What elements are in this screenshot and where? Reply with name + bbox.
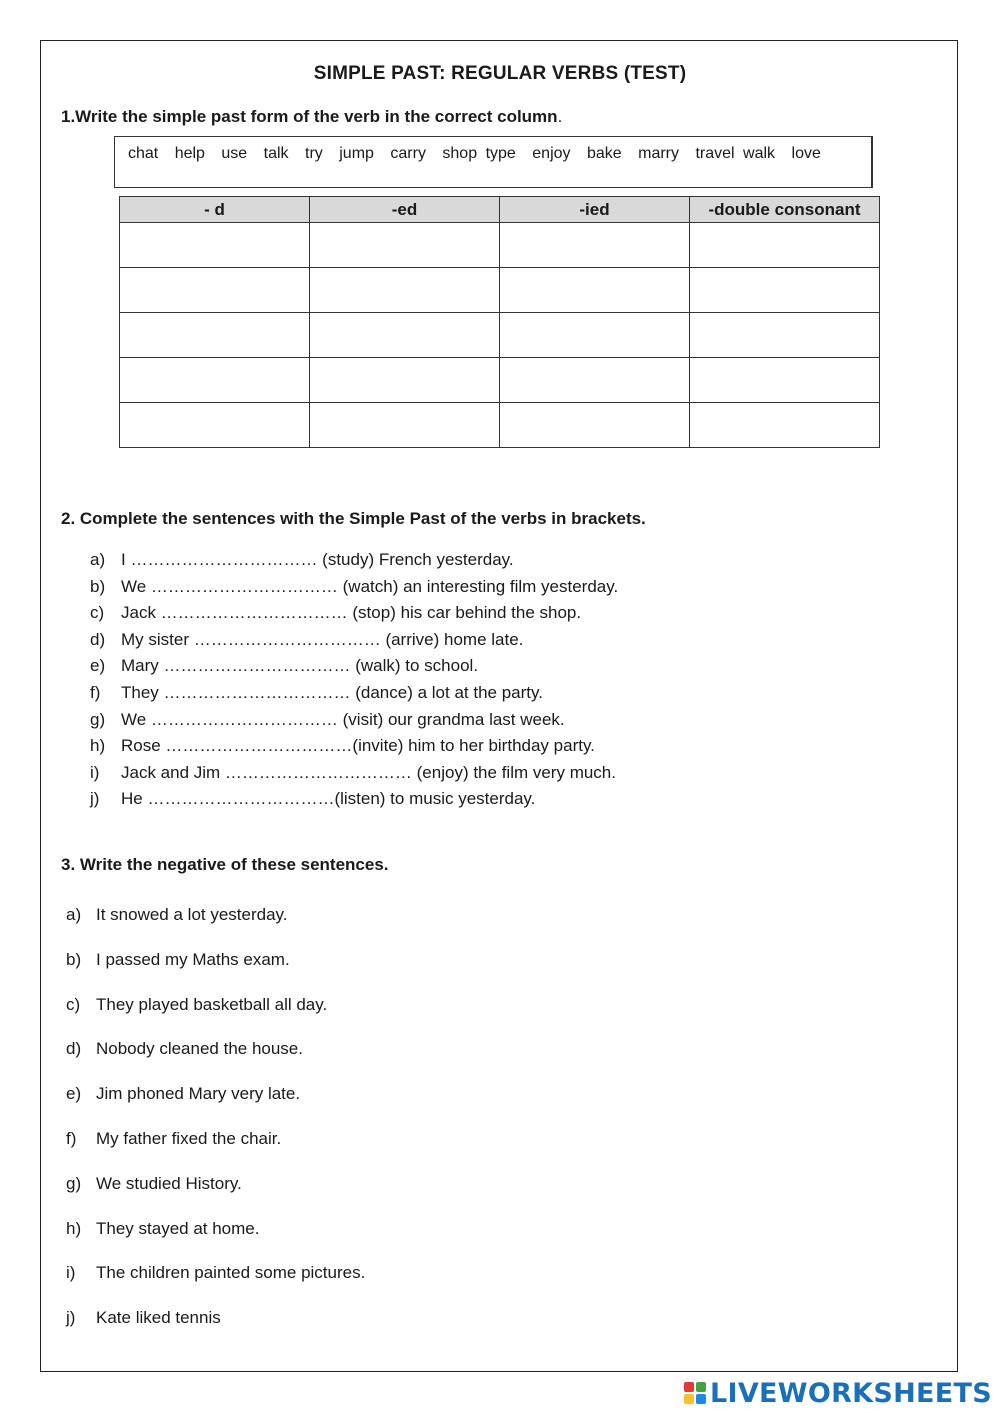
list-item: [90, 708, 618, 735]
answer-cell[interactable]: [690, 268, 880, 313]
column-header-ied: -ied: [500, 197, 690, 223]
item-label: f): [66, 1128, 77, 1148]
item-text: Mary …………………………… (walk) to school.: [121, 656, 479, 676]
item-text: We …………………………… (watch) an interesting film yesterday.: [121, 576, 619, 596]
column-header-double-consonant: -double consonant: [690, 197, 880, 223]
word-bank-word: travel: [695, 145, 735, 162]
item-text: They …………………………… (dance) a lot at the party.: [121, 682, 543, 702]
answer-cell[interactable]: [500, 268, 690, 313]
item-label: b): [66, 949, 82, 969]
answer-cell[interactable]: [120, 313, 310, 358]
word-bank-word: type: [485, 145, 516, 162]
answer-cell[interactable]: [310, 313, 500, 358]
item-text: They stayed at home.: [96, 1218, 260, 1238]
table-row: [120, 358, 880, 403]
answer-cell[interactable]: [690, 313, 880, 358]
item-label: a): [90, 550, 106, 569]
word-bank-word: use: [221, 145, 248, 162]
item-text: Jim phoned Mary very late.: [96, 1084, 301, 1104]
item-text: They played basketball all day.: [96, 994, 328, 1014]
list-item: [90, 548, 618, 575]
logo-square: [684, 1394, 694, 1404]
column-header-ed: -ed: [310, 197, 500, 223]
answer-cell[interactable]: [310, 223, 500, 268]
answer-cell[interactable]: [120, 268, 310, 313]
item-text: He ……………………………(listen) to music yesterday.: [121, 789, 536, 809]
item-label: b): [90, 576, 106, 596]
list-item: [66, 1127, 365, 1172]
logo-square: [684, 1382, 694, 1392]
item-label: c): [66, 994, 81, 1014]
list-item: [66, 1172, 365, 1217]
column-header-d: - d: [120, 197, 310, 223]
answer-cell[interactable]: [500, 313, 690, 358]
word-bank-word: love: [791, 145, 821, 162]
list-item: [66, 1217, 365, 1262]
word-bank-word: try: [305, 145, 323, 162]
page-title: SIMPLE PAST: REGULAR VERBS (TEST): [313, 63, 687, 84]
list-item: [90, 681, 618, 708]
item-label: h): [66, 1218, 82, 1238]
item-text: My sister …………………………… (arrive) home late.: [121, 629, 524, 649]
word-bank-word: shop: [442, 145, 478, 162]
item-label: d): [66, 1039, 82, 1059]
section-1-heading-text: 1.Write the simple past form of the verb in the correct column: [61, 107, 558, 126]
item-text: We studied History.: [96, 1173, 242, 1193]
answer-cell[interactable]: [310, 403, 500, 448]
answer-cell[interactable]: [690, 358, 880, 403]
item-label: e): [66, 1084, 82, 1104]
answer-cell[interactable]: [690, 223, 880, 268]
word-bank-word: jump: [339, 145, 374, 162]
item-text: I passed my Maths exam.: [96, 949, 290, 969]
logo-square: [696, 1394, 706, 1404]
table-row: [120, 403, 880, 448]
item-label: c): [90, 603, 105, 623]
item-label: d): [90, 629, 106, 649]
word-bank-word: talk: [263, 145, 289, 162]
list-item: [66, 1306, 365, 1351]
answer-cell[interactable]: [500, 358, 690, 403]
item-label: f): [90, 682, 101, 702]
logo-mark-icon: [684, 1382, 706, 1404]
list-item: [90, 761, 618, 788]
item-label: g): [90, 709, 106, 729]
list-item: [66, 993, 365, 1038]
answer-cell[interactable]: [120, 403, 310, 448]
item-label: i): [66, 1263, 76, 1283]
item-label: a): [66, 905, 82, 924]
item-text: Kate liked tennis: [96, 1308, 221, 1328]
word-bank-word: chat: [128, 145, 159, 162]
table-row: [120, 313, 880, 358]
word-bank-word: bake: [586, 145, 622, 162]
section-1-heading-period: .: [557, 107, 563, 126]
word-bank: [114, 136, 873, 188]
section-3-heading: 3. Write the negative of these sentences.: [61, 855, 389, 874]
list-item: [90, 734, 618, 761]
list-item: [66, 948, 365, 993]
item-text: We …………………………… (visit) our grandma last week.: [121, 709, 565, 729]
item-label: h): [90, 736, 106, 756]
answer-cell[interactable]: [120, 358, 310, 403]
section-1-heading: [61, 107, 562, 127]
item-label: i): [90, 762, 100, 782]
table-row: [120, 223, 880, 268]
word-bank-word: help: [174, 145, 205, 162]
item-label: j): [90, 789, 100, 809]
item-text: Nobody cleaned the house.: [96, 1039, 303, 1059]
list-item: [66, 1037, 365, 1082]
liveworksheets-logo[interactable]: [684, 1377, 992, 1409]
list-item: [66, 1082, 365, 1127]
answer-cell[interactable]: [690, 403, 880, 448]
list-item: [90, 654, 618, 681]
list-item: [90, 601, 618, 628]
word-bank-word: carry: [390, 145, 426, 162]
item-text: Rose ……………………………(invite) him to her birthday party.: [121, 736, 595, 756]
logo-text: LIVEWORKSHEETS: [709, 1377, 992, 1409]
answer-cell[interactable]: [500, 223, 690, 268]
item-text: Jack and Jim …………………………… (enjoy) the film very much.: [121, 762, 616, 782]
answer-cell[interactable]: [310, 358, 500, 403]
fill-in-list: [90, 548, 618, 814]
word-bank-word: enjoy: [532, 145, 571, 162]
item-text: It snowed a lot yesterday.: [96, 905, 288, 924]
item-label: j): [66, 1308, 76, 1328]
word-bank-word: walk: [743, 145, 776, 162]
negative-sentences-list: [66, 903, 365, 1351]
section-2-heading: 2. Complete the sentences with the Simple Past of the verbs in brackets.: [61, 509, 646, 528]
item-text: My father fixed the chair.: [96, 1128, 282, 1148]
answer-cell[interactable]: [500, 403, 690, 448]
item-text: Jack …………………………… (stop) his car behind the shop.: [121, 603, 582, 623]
item-label: g): [66, 1173, 82, 1193]
verb-table-header-row: [120, 197, 880, 223]
list-item: [66, 1261, 365, 1306]
word-bank-word: marry: [638, 145, 680, 162]
item-label: e): [90, 656, 106, 676]
item-text: I …………………………… (study) French yesterday.: [121, 550, 514, 569]
list-item: [90, 787, 618, 814]
verb-table: [119, 196, 880, 448]
answer-cell[interactable]: [310, 268, 500, 313]
item-text: The children painted some pictures.: [96, 1263, 366, 1283]
list-item: [90, 575, 618, 602]
table-row: [120, 268, 880, 313]
list-item: [66, 903, 365, 948]
logo-square: [696, 1382, 706, 1392]
answer-cell[interactable]: [120, 223, 310, 268]
list-item: [90, 628, 618, 655]
